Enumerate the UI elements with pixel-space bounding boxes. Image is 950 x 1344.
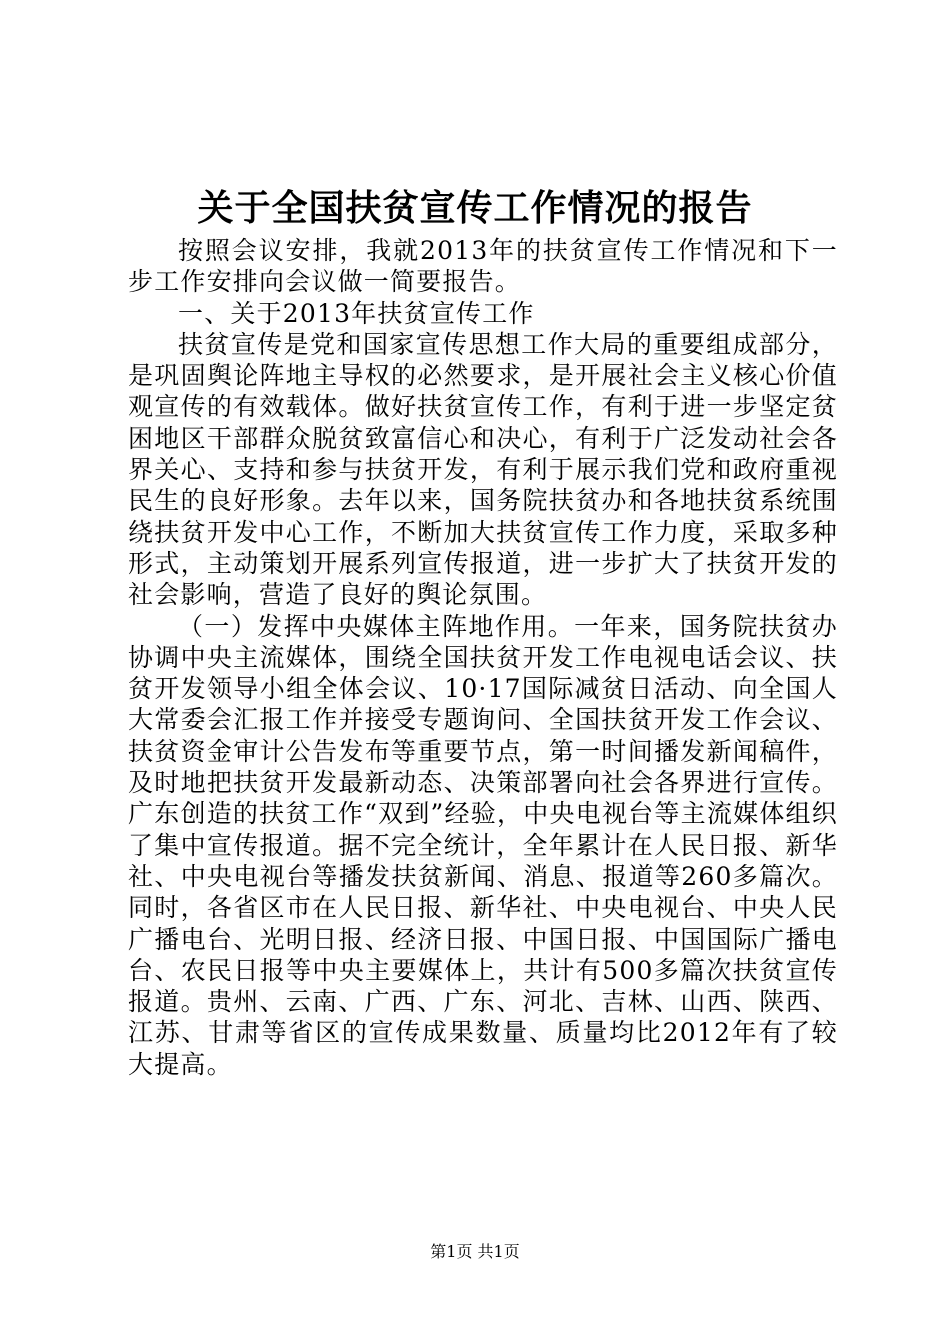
paragraph-intro: 按照会议安排，我就2013年的扶贫宣传工作情况和下一步工作安排向会议做一简要报告。 [128, 236, 838, 297]
document-title: 关于全国扶贫宣传工作情况的报告 [197, 187, 753, 229]
paragraph-overview: 扶贫宣传是党和国家宣传思想工作大局的重要组成部分，是巩固舆论阵地主导权的必然要求，是开展社会主义核心价值观宣传的有效载体。做好扶贫宣传工作，有利于进一步坚定贫困地区干部群众脱贫致富信心和决心，有利于广泛发动社会各界关心、支持和参与扶贫开发，有利于展示我们党和政府重视民生的良好形象。去年以来，国务院扶贫办和各地扶贫系统围绕扶贫开发中心工作，不断加大扶贫宣传工作力度，采取多种形式，主动策划开展系列宣传报道，进一步扩大了扶贫开发的社会影响，营造了良好的舆论氛围。 [128, 329, 838, 610]
section-heading: 一、关于2013年扶贫宣传工作 [178, 298, 535, 328]
document-body [128, 235, 838, 1080]
page-footer: 第1页 共1页 [430, 1242, 520, 1261]
paragraph-central-media: （一）发挥中央媒体主阵地作用。一年来，国务院扶贫办协调中央主流媒体，围绕全国扶贫开发工作电视电话会议、扶贫开发领导小组全体会议、10·17国际减贫日活动、向全国人大常委会汇报工作并接受专题询问、全国扶贫开发工作会议、扶贫资金审计公告发布等重要节点，第一时间播发新闻稿件，及时地把扶贫开发最新动态、决策部署向社会各界进行宣传。广东创造的扶贫工作“双到”经验，中央电视台等主流媒体组织了集中宣传报道。据不完全统计，全年累计在人民日报、新华社、中央电视台等播发扶贫新闻、消息、报道等260多篇次。同时，各省区市在人民日报、新华社、中央电视台、中央人民广播电台、光明日报、经济日报、中国日报、中国国际广播电台、农民日报等中央主要媒体上，共计有500多篇次扶贫宣传报道。贵州、云南、广西、广东、河北、吉林、山西、陕西、江苏、甘肃等省区的宣传成果数量、质量均比2012年有了较大提高。 [128, 611, 838, 1079]
